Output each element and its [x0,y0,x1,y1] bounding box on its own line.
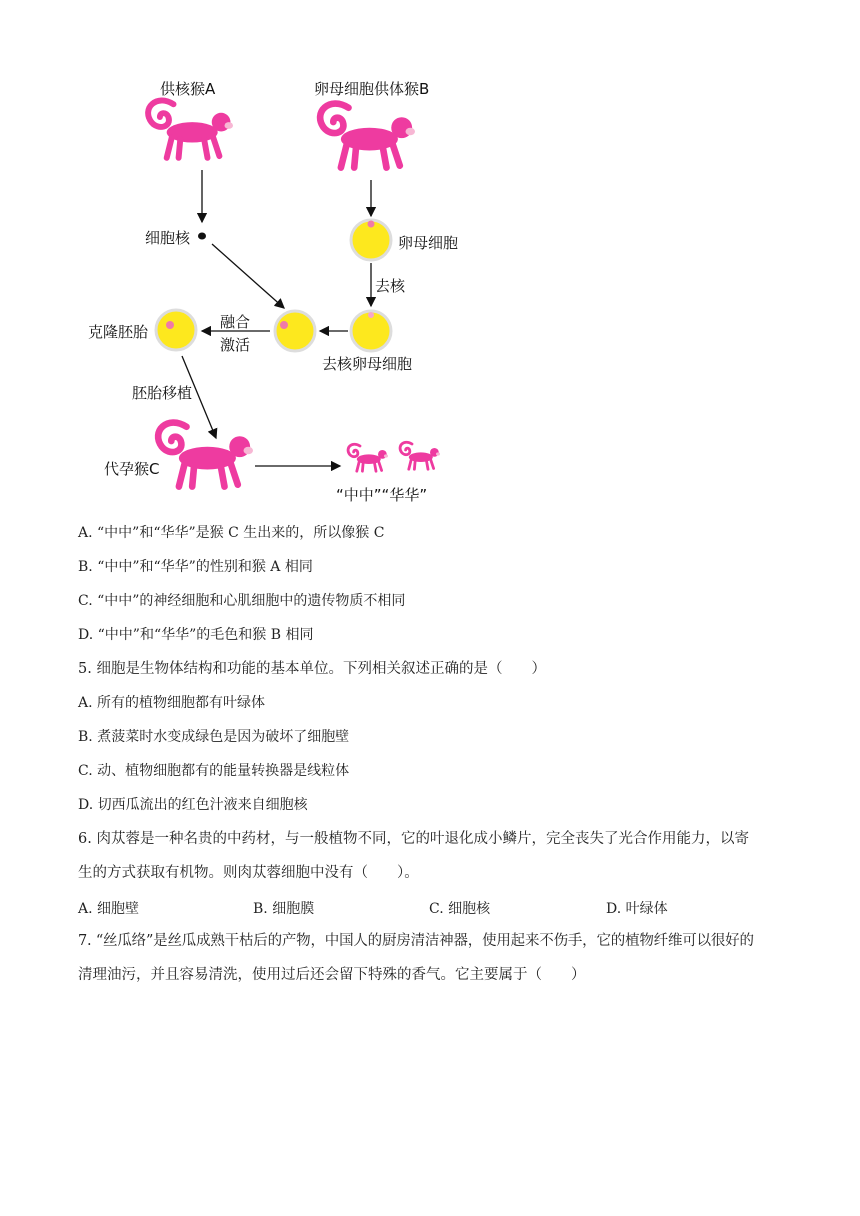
q6-stem-line2: 生的方式获取有机物。则肉苁蓉细胞中没有（ ）。 [78,865,419,881]
q4-option-b: B. “中中”和“华华”的性别和猴 A 相同 [78,559,313,575]
q5-option-b: B. 煮菠菜时水变成绿色是因为破坏了细胞壁 [78,729,350,745]
monkey-c-icon [158,423,253,487]
q7-stem-line1: 7. “丝瓜络”是丝瓜成熟干枯后的产物，中国人的厨房清洁神器，使用起来不伤手，它的植物纤维可以很好的 [78,933,754,949]
q5-option-c: C. 动、植物细胞都有的能量转换器是线粒体 [78,763,350,779]
q5-option-d: D. 切西瓜流出的红色汁液来自细胞核 [78,797,308,813]
clone-embryo-icon [156,310,196,350]
q6-option-c: C. 细胞核 [429,901,491,917]
q6-option-d: D. 叶绿体 [606,901,668,917]
q6-option-b: B. 细胞膜 [253,901,315,917]
nucleus-dot-icon [198,233,206,240]
offspring-huahua-icon [400,442,440,469]
label-transfer: 胚胎移植 [132,384,193,402]
label-enucleated-oocyte: 去核卵母细胞 [322,355,413,373]
q6-option-a: A. 细胞壁 [78,901,140,917]
label-oocyte: 卵母细胞 [398,234,459,252]
q5-stem: 5. 细胞是生物体结构和功能的基本单位。下列相关叙述正确的是（ ） [78,661,546,677]
cloning-diagram [0,0,860,520]
q4-option-d: D. “中中”和“华华”的毛色和猴 B 相同 [78,627,314,643]
q4-option-a: A. “中中”和“华华”是猴 C 生出来的，所以像猴 C [78,525,385,541]
label-clone-embryo: 克隆胚胎 [88,323,149,341]
q4-option-c: C. “中中”的神经细胞和心肌细胞中的遗传物质不相同 [78,593,406,609]
label-surrogate-c: 代孕猴C [104,460,160,478]
q7-stem-line2: 清理油污，并且容易清洗，使用过后还会留下特殊的香气。它主要属于（ ） [78,967,586,983]
label-offspring: “中中”“华华” [336,486,428,504]
label-donor-b: 卵母细胞供体猴B [314,80,430,98]
label-activation: 激活 [220,336,251,354]
label-nucleus: 细胞核 [145,229,191,247]
q6-stem-line1: 6. 肉苁蓉是一种名贵的中药材，与一般植物不同，它的叶退化成小鳞片，完全丧失了光合作用能力，以寄 [78,831,749,847]
monkey-b-icon [320,104,415,168]
label-fusion: 融合 [220,313,251,331]
reconstructed-cell-icon [275,311,315,351]
label-donor-a: 供核猴A [160,80,216,98]
label-enucleate: 去核 [375,277,406,295]
arrow-nucleus-to-cell [212,244,284,308]
enucleated-oocyte-icon [351,311,391,351]
offspring-zhongzhong-icon [348,444,388,471]
monkey-a-icon [148,100,233,157]
oocyte-cell-icon [351,220,391,260]
q5-option-a: A. 所有的植物细胞都有叶绿体 [78,695,266,711]
